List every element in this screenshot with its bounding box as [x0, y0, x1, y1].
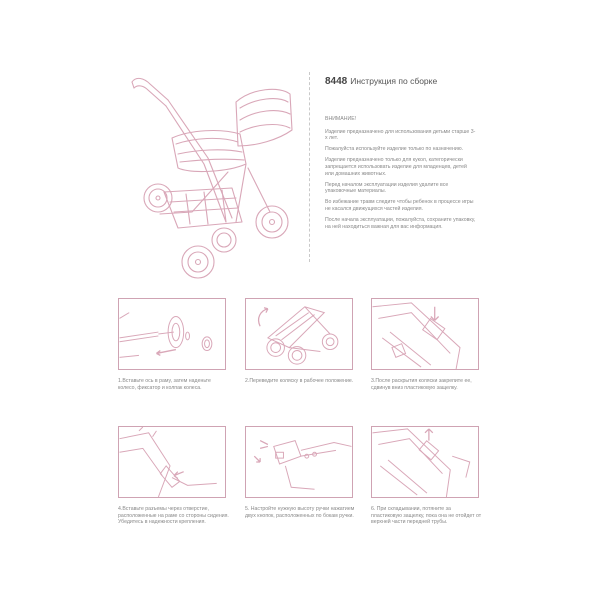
step-6-caption: 6. При складывании, потяните за пластиковую защелку, пока она не отойдет от верхней части передней трубы. [371, 506, 482, 526]
warning-paragraph: После начала эксплуатации, пожалуйста, сохраните упаковку, на ней находиться важная для вас информация. [325, 217, 476, 230]
document-title [325, 76, 437, 87]
warning-heading: ВНИМАНИЕ! [325, 116, 357, 122]
warning-paragraph: Пожалуйста используйте изделие только по назначению. [325, 146, 464, 153]
warning-paragraph: Изделие предназначено только для кукол, категорически запрещается использовать изделие для младенцев, детей или домашних животных. [325, 157, 467, 177]
step-2-illustration [245, 298, 353, 370]
warning-paragraph: Изделие предназначено для использования детьми старше 3-х лет. [325, 128, 476, 142]
warning-paragraph: Перед началом эксплуатации изделия удалите все упаковочные материалы. [325, 181, 449, 195]
step-4-caption: 4.Вставьте разъемы через отверстие, расположенные на раме со стороны сидения. Убедитесь в надежности крепления. [118, 506, 229, 526]
step-3-illustration [371, 298, 479, 370]
step-1-illustration [118, 298, 226, 370]
step-6-illustration [371, 426, 479, 498]
stroller-illustration [128, 72, 296, 280]
model-number: 8448 [325, 76, 348, 87]
step-4-illustration [118, 426, 226, 498]
warning-block [325, 116, 477, 235]
step-1-caption: 1.Вставьте ось в раму, затем наденьте колесо, фиксатор и колпак колеса. [118, 378, 211, 391]
step-5-illustration [245, 426, 353, 498]
step-5-caption: 5. Настройте нужную высоту ручки нажатием двух кнопок, расположенных по бокам ручки. [245, 506, 355, 519]
title-text: Инструкция по сборке [350, 76, 438, 86]
column-divider [309, 72, 310, 262]
warning-paragraph: Во избежание травм следите чтобы ребенок в процессе игры не касался движущихся частей изделия. [325, 199, 474, 212]
step-2-caption: 2.Переведите коляску в рабочее положение. [245, 378, 354, 384]
step-3-caption: 3.После раскрытия коляски закрепите ее, сдвинув вниз пластиковую защелку. [371, 378, 472, 391]
